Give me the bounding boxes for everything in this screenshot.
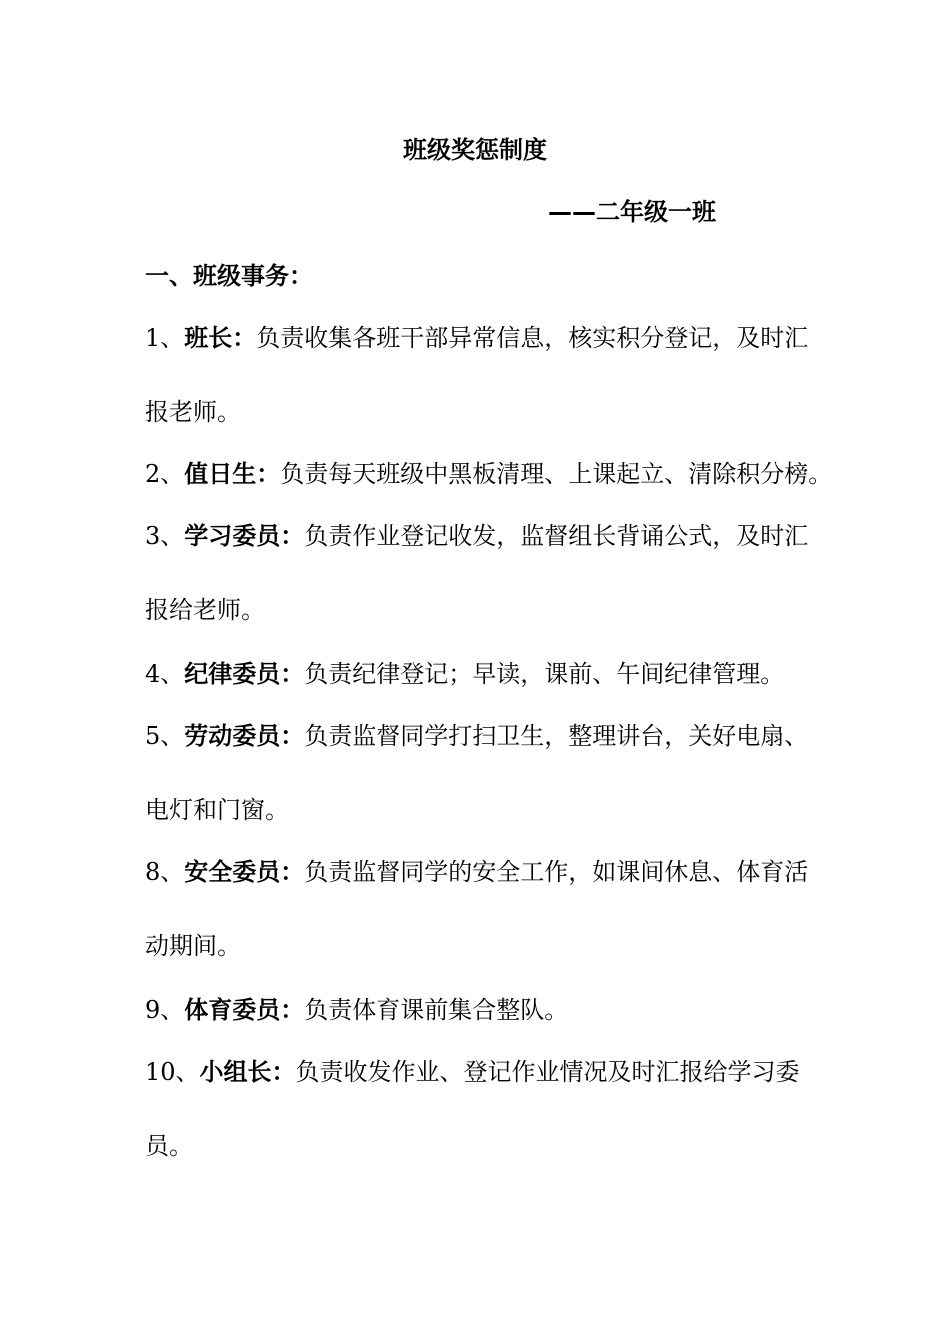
item-number: 3、 [145,522,185,550]
item-continuation: 报老师。 [145,398,241,426]
item-number: 5、 [145,722,185,750]
item-role: 学习委员： [184,522,305,550]
item-role: 安全委员： [184,858,305,886]
item-number: 4、 [145,660,185,688]
item-number: 1、 [145,324,185,352]
item-role: 小组长： [199,1058,296,1086]
document-title: 班级奖惩制度 [403,136,547,164]
item-continuation: 员。 [145,1132,193,1160]
item-role: 体育委员： [184,996,305,1024]
item-number: 2、 [145,460,185,488]
item-text: 负责收集各班干部异常信息，核实积分登记，及时汇 [256,324,809,352]
item-continuation: 报给老师。 [145,596,265,624]
item-line-anquan [145,852,808,892]
document-subtitle: ——二年级一班 [548,198,716,226]
item-line-xuexi [145,516,808,556]
item-line-xiaozuzhang [145,1052,800,1092]
item-number: 10、 [145,1058,200,1086]
item-role: 班长： [184,324,257,352]
item-text: 负责每天班级中黑板清理、上课起立、清除积分榜。 [280,460,833,488]
item-line-laodong [145,716,808,756]
item-continuation: 动期间。 [145,932,241,960]
item-line-banzhang [145,318,808,358]
item-number: 8、 [145,858,185,886]
item-text: 负责监督同学的安全工作，如课间休息、体育活 [304,858,809,886]
item-line-zhirisheng [145,454,832,494]
item-role: 值日生： [184,460,281,488]
item-text: 负责作业登记收发，监督组长背诵公式，及时汇 [304,522,809,550]
section-heading: 一、班级事务： [145,262,313,290]
item-line-tiyu [145,990,568,1030]
item-text: 负责收发作业、登记作业情况及时汇报给学习委 [295,1058,800,1086]
item-number: 9、 [145,996,185,1024]
item-text: 负责监督同学打扫卫生，整理讲台，关好电扇、 [304,722,809,750]
item-line-jilv [145,654,784,694]
item-text: 负责纪律登记；早读，课前、午间纪律管理。 [304,660,785,688]
item-continuation: 电灯和门窗。 [145,796,289,824]
item-text: 负责体育课前集合整队。 [304,996,569,1024]
item-role: 劳动委员： [184,722,305,750]
item-role: 纪律委员： [184,660,305,688]
